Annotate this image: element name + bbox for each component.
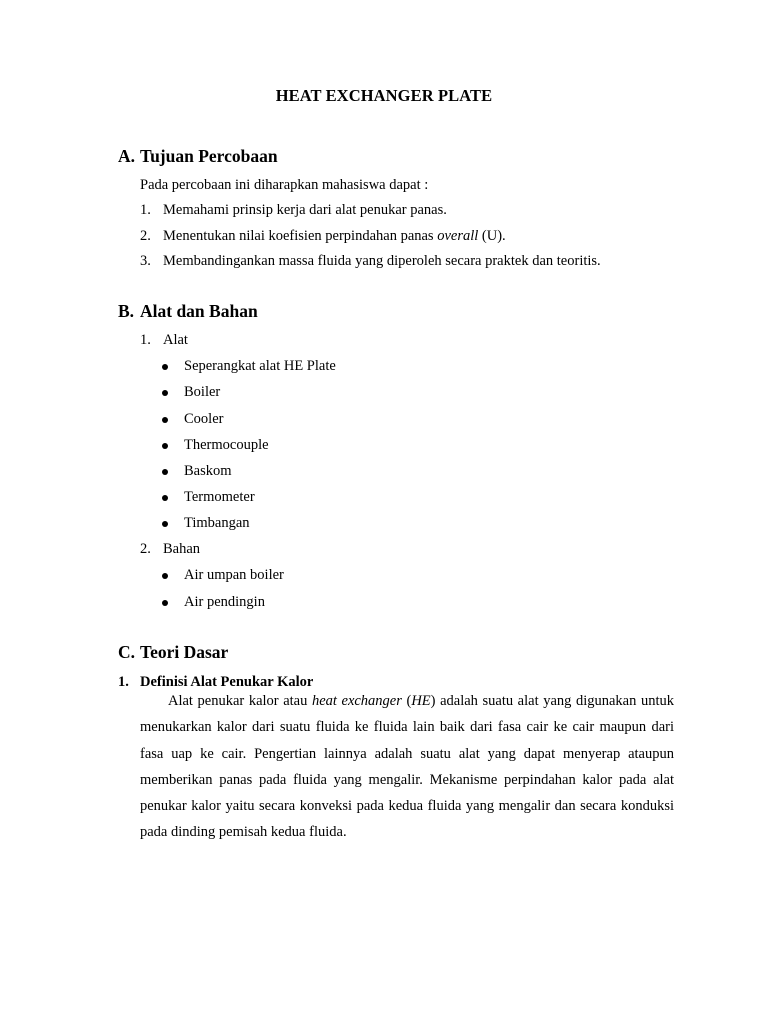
list-item: Cooler [184, 411, 224, 427]
section-a-title: Tujuan Percobaan [140, 146, 278, 166]
list-number: 1. [140, 202, 151, 218]
section-c-title: Teori Dasar [140, 642, 229, 662]
list-item: Termometer [184, 489, 255, 505]
bullet-icon [162, 521, 168, 527]
list-item: Timbangan [184, 515, 250, 531]
bullet-icon [162, 600, 168, 606]
section-b-title: Alat dan Bahan [140, 301, 258, 321]
group-label-bahan: Bahan [163, 541, 201, 557]
list-number: 2. [140, 541, 151, 557]
bullet-icon [162, 443, 168, 449]
bullet-icon [162, 573, 168, 579]
list-number: 1. [140, 332, 151, 348]
section-c-heading [118, 642, 228, 663]
subsection-title: Definisi Alat Penukar Kalor [140, 674, 314, 690]
section-c-letter: C. [118, 642, 136, 662]
section-a-letter: A. [118, 146, 136, 166]
list-item: Memahami prinsip kerja dari alat penukar panas. [163, 202, 447, 218]
group-label-alat: Alat [163, 332, 188, 348]
list-item: Thermocouple [184, 437, 269, 453]
list-number: 3. [140, 253, 151, 269]
list-number: 2. [140, 228, 151, 244]
list-item: Boiler [184, 384, 221, 400]
body-paragraph: Alat penukar kalor atau heat exchanger (HE) adalah suatu alat yang digunakan untuk menukarkan kalor dari suatu fluida ke fluida lain baik dari fasa cair ke cair maupun dari fasa uap ke cair. Pengertian lainnya adalah suatu alat yang dapat menyerap ataupun memberikan panas pada fluida yang mengalir. Mekanisme perpindahan kalor pada alat penukar kalor yaitu secara konveksi pada kedua fluida yang mengalir dan secara konduksi pada dinding pemisah kedua fluida. [140, 693, 674, 841]
list-item: Air umpan boiler [184, 567, 284, 583]
list-item: Menentukan nilai koefisien perpindahan panas overall (U). [163, 228, 506, 244]
section-b-letter: B. [118, 301, 135, 321]
bullet-icon [162, 417, 168, 423]
list-item: Air pendingin [184, 594, 265, 610]
bullet-icon [162, 364, 168, 370]
bullet-icon [162, 469, 168, 475]
section-b-heading [118, 301, 258, 322]
section-a-intro: Pada percobaan ini diharapkan mahasiswa dapat : [140, 177, 429, 193]
list-item: Baskom [184, 463, 232, 479]
list-item: Membandingankan massa fluida yang diperoleh secara praktek dan teoritis. [163, 253, 601, 269]
document-title: HEAT EXCHANGER PLATE [275, 86, 493, 105]
section-a-heading [118, 146, 278, 167]
bullet-icon [162, 390, 168, 396]
list-item: Seperangkat alat HE Plate [184, 358, 336, 374]
subsection-number: 1. [118, 674, 129, 690]
bullet-icon [162, 495, 168, 501]
